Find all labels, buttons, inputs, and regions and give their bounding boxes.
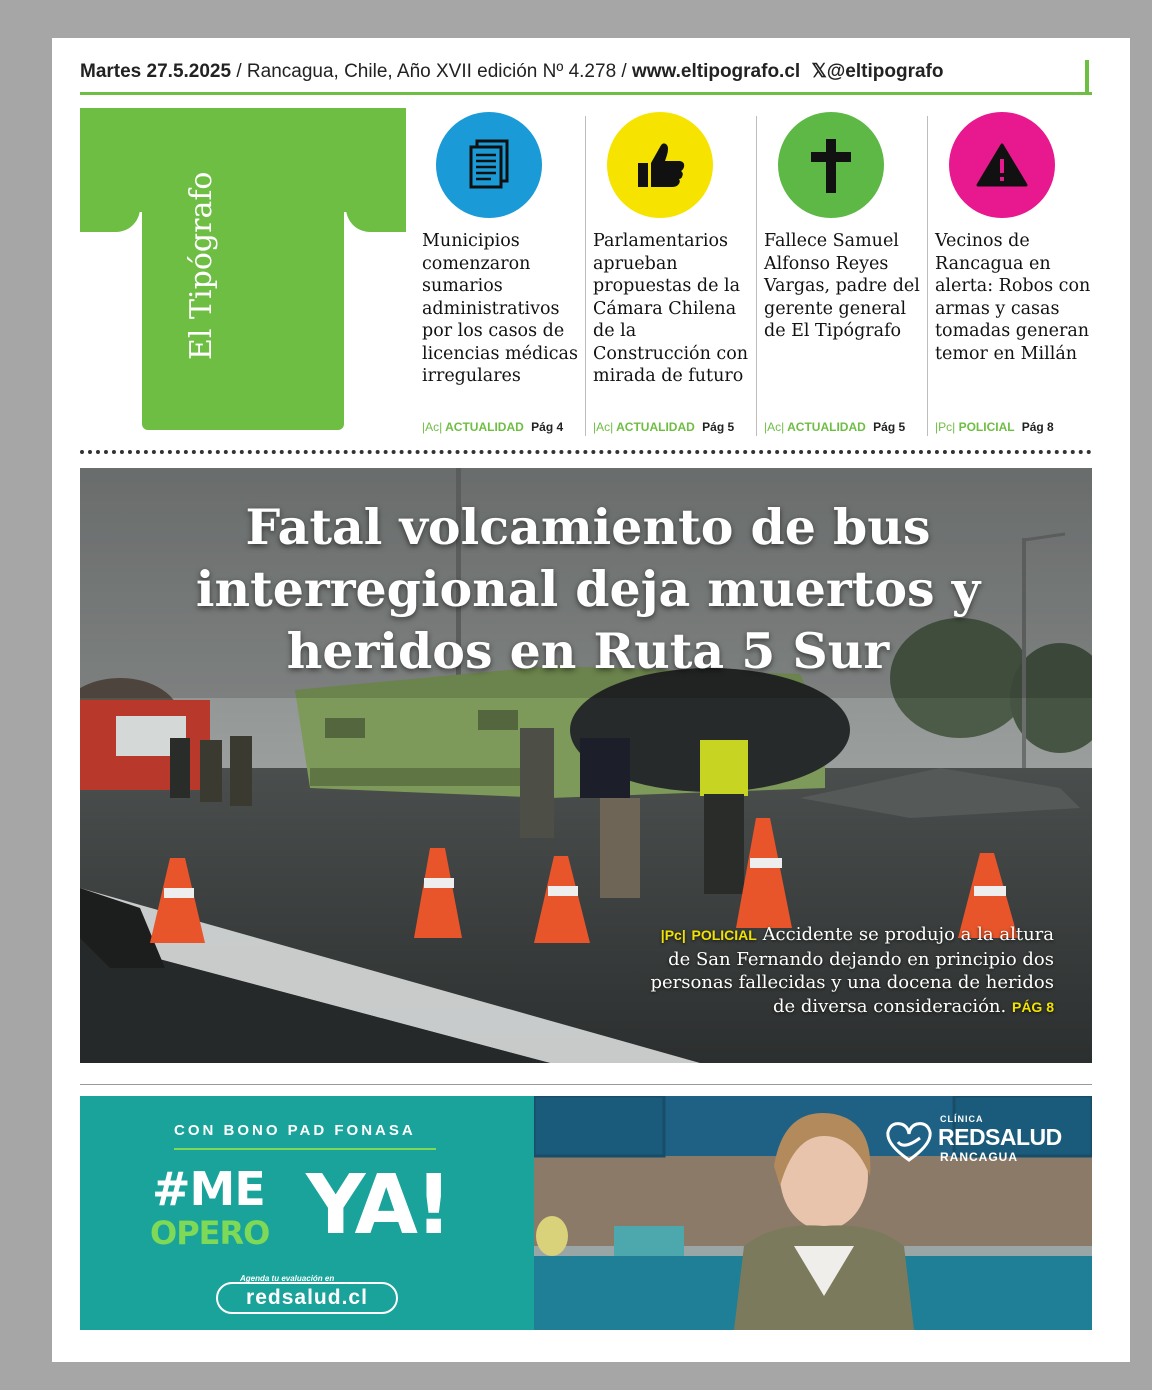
news-teasers (414, 112, 1092, 438)
warning-icon (949, 112, 1055, 218)
teaser-item[interactable] (414, 112, 580, 438)
teaser-headline[interactable]: Vecinos de Rancagua en alerta: Robos con armas y casas tomadas generan temor en Millán (935, 231, 1091, 364)
website-link[interactable]: www.eltipografo.cl (631, 61, 801, 82)
thumbs-up-icon (607, 112, 713, 218)
ad-photo-panel (534, 1096, 1092, 1330)
teaser-headline[interactable]: Fallece Samuel Alfonso Reyes Vargas, padre del gerente general de El Tipógrafo (764, 231, 920, 341)
main-headline[interactable]: Fatal volcamiento de bus interregional deja muertos y heridos en Ruta 5 Sur (195, 498, 981, 680)
teaser-section: |Pc| POLICIAL Pág 8 (935, 420, 1054, 434)
ad-kicker: CON BONO PAD FONASA (174, 1122, 416, 1139)
document-icon (436, 112, 542, 218)
ad-agenda: Agenda tu evaluación en (240, 1274, 335, 1283)
brand-name: REDSALUD (938, 1124, 1062, 1150)
ad-ya: YA! (306, 1158, 450, 1253)
column-divider (927, 116, 928, 436)
caption-text: Accidente se produjo a la altura de San Fernando dejando en principio dos personas fallecidas y una docena de heridos de diversa consideración. (650, 924, 1054, 1017)
ad-divider (80, 1084, 1092, 1085)
teaser-page: Pág 5 (873, 420, 906, 434)
ad-hash-me: #ME (152, 1162, 265, 1216)
caption-page: PÁG 8 (1011, 998, 1054, 1015)
section-divider (80, 450, 1092, 454)
ad-opero: OPERO (150, 1214, 270, 1252)
teaser-page: Pág 8 (1021, 420, 1054, 434)
brand-clinica: CLÍNICA (940, 1114, 984, 1124)
teaser-page: Pág 4 (531, 420, 564, 434)
heart-logo-icon (884, 1120, 934, 1164)
column-divider (756, 116, 757, 436)
teaser-item[interactable] (756, 112, 922, 438)
ad-url-button[interactable]: redsalud.cl (216, 1282, 398, 1314)
teaser-headline[interactable]: Parlamentarios aprueban propuestas de la Cámara Chilena de la Construcción con mirada de futuro (593, 231, 749, 386)
issue-date: Martes 27.5.2025 (80, 61, 232, 82)
teaser-item[interactable] (585, 112, 751, 438)
newspaper-logo[interactable] (80, 108, 406, 430)
teaser-item[interactable] (927, 112, 1093, 438)
teaser-page: Pág 5 (702, 420, 735, 434)
ad-text-panel (80, 1096, 534, 1330)
teaser-headline[interactable]: Municipios comenzaron sumarios administrativos por los casos de licencias médicas irregulares (422, 231, 578, 386)
x-social-icon: 𝕏 (811, 61, 827, 82)
newspaper-front-page (52, 38, 1130, 1362)
teaser-section: |Ac| ACTUALIDAD Pág 4 (422, 420, 564, 434)
cross-icon (778, 112, 884, 218)
column-divider (585, 116, 586, 436)
newspaper-name: El Tipógrafo (184, 171, 219, 360)
main-story[interactable] (80, 468, 1092, 1063)
teaser-section: |Ac| ACTUALIDAD Pág 5 (764, 420, 906, 434)
masthead-rule (80, 92, 1092, 95)
brand-city: RANCAGUA (940, 1150, 1018, 1164)
caption-section-name: POLICIAL (691, 927, 757, 943)
main-caption (634, 923, 1054, 1019)
caption-section-code: |Pc| (660, 927, 686, 943)
redsalud-ad-banner[interactable] (80, 1096, 1092, 1330)
redsalud-logo[interactable] (884, 1112, 1084, 1172)
social-handle[interactable]: @eltipografo (826, 61, 944, 82)
masthead-line: Martes 27.5.2025 / Rancagua, Chile, Año XVII edición Nº 4.278 / www.eltipografo.cl 𝕏@eltipografo (80, 61, 944, 82)
masthead-rule-tick (1085, 60, 1089, 94)
teaser-section: |Ac| ACTUALIDAD Pág 5 (593, 420, 735, 434)
issue-place-edition: Rancagua, Chile, Año XVII edición Nº 4.278 (246, 61, 617, 82)
